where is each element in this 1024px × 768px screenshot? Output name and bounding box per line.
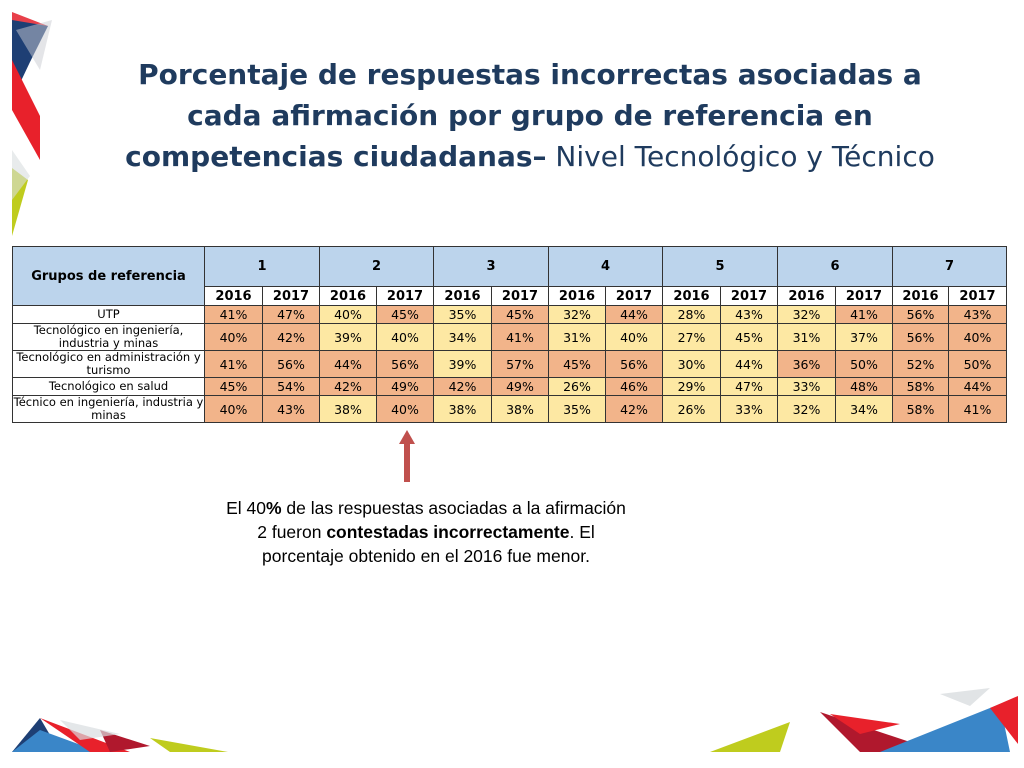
percentage-cell: 40% <box>606 324 663 351</box>
header-year: 2017 <box>263 287 320 306</box>
percentage-cell: 40% <box>320 306 377 324</box>
header-year: 2017 <box>492 287 549 306</box>
table-row <box>13 378 1007 396</box>
up-arrow-icon <box>399 430 415 482</box>
callout-text <box>226 496 626 568</box>
percentage-cell: 56% <box>263 351 320 378</box>
row-label: Tecnológico en ingeniería, industria y minas <box>13 324 205 351</box>
percentage-cell: 48% <box>836 378 893 396</box>
callout-part4: contestadas incorrectamente <box>326 522 570 542</box>
percentage-cell: 40% <box>205 324 263 351</box>
percentage-cell: 39% <box>320 324 377 351</box>
header-year: 2016 <box>549 287 606 306</box>
header-year: 2016 <box>778 287 836 306</box>
slide-title <box>120 54 940 177</box>
percentage-cell: 42% <box>606 396 663 423</box>
header-year: 2016 <box>320 287 377 306</box>
percentage-cell: 35% <box>549 396 606 423</box>
percentage-cell: 41% <box>949 396 1007 423</box>
percentage-cell: 41% <box>492 324 549 351</box>
percentage-cell: 58% <box>893 378 949 396</box>
header-affirmation: 7 <box>893 247 1007 287</box>
percentage-cell: 32% <box>778 396 836 423</box>
percentage-cell: 49% <box>377 378 434 396</box>
decorative-shapes-top-left <box>0 0 60 240</box>
percentage-cell: 42% <box>434 378 492 396</box>
row-label: Técnico en ingeniería, industria y minas <box>13 395 204 422</box>
percentage-cell: 58% <box>893 396 949 423</box>
callout-part2: % <box>265 498 282 518</box>
percentage-cell: 54% <box>263 378 320 396</box>
callout-part1: El 40 <box>226 498 266 518</box>
percentage-cell: 47% <box>263 306 320 324</box>
percentage-cell: 52% <box>893 351 949 378</box>
percentage-cell: 56% <box>893 324 949 351</box>
percentage-cell: 44% <box>949 378 1007 396</box>
header-year: 2017 <box>721 287 778 306</box>
percentage-cell: 39% <box>434 351 492 378</box>
percentage-cell: 26% <box>549 378 606 396</box>
percentage-cell: 33% <box>721 396 778 423</box>
percentage-cell: 45% <box>549 351 606 378</box>
header-affirmation: 1 <box>205 247 320 287</box>
percentage-cell: 34% <box>434 324 492 351</box>
percentage-cell: 31% <box>549 324 606 351</box>
table-row <box>13 396 1007 423</box>
percentage-cell: 28% <box>663 306 721 324</box>
percentage-cell: 30% <box>663 351 721 378</box>
row-label: UTP <box>13 306 205 324</box>
percentage-cell: 50% <box>949 351 1007 378</box>
percentage-cell: 41% <box>205 351 263 378</box>
percentage-cell: 45% <box>721 324 778 351</box>
percentage-cell: 26% <box>663 396 721 423</box>
percentage-cell: 44% <box>320 351 377 378</box>
header-year: 2016 <box>893 287 949 306</box>
table-row <box>13 306 1007 324</box>
decorative-shapes-bottom-right <box>700 684 1024 768</box>
percentage-cell: 38% <box>434 396 492 423</box>
header-year: 2017 <box>949 287 1007 306</box>
decorative-shapes-bottom-left <box>0 700 240 768</box>
percentage-cell: 29% <box>663 378 721 396</box>
percentage-cell: 33% <box>778 378 836 396</box>
header-affirmation: 5 <box>663 247 778 287</box>
percentage-cell: 41% <box>836 306 893 324</box>
percentage-cell: 43% <box>263 396 320 423</box>
percentage-cell: 37% <box>836 324 893 351</box>
title-normal-text: Nivel Tecnológico y Técnico <box>546 140 935 173</box>
percentage-cell: 27% <box>663 324 721 351</box>
header-affirmation: 4 <box>549 247 663 287</box>
header-grupos-de-referencia: Grupos de referencia <box>13 247 205 306</box>
percentage-cell: 36% <box>778 351 836 378</box>
percentage-cell: 44% <box>606 306 663 324</box>
percentage-cell: 49% <box>492 378 549 396</box>
header-year: 2016 <box>663 287 721 306</box>
percentage-cell: 40% <box>205 396 263 423</box>
percentage-cell: 45% <box>205 378 263 396</box>
header-affirmation: 2 <box>320 247 434 287</box>
percentage-cell: 47% <box>721 378 778 396</box>
percentage-cell: 34% <box>836 396 893 423</box>
percentage-cell: 44% <box>721 351 778 378</box>
header-year: 2016 <box>205 287 263 306</box>
percentage-cell: 42% <box>320 378 377 396</box>
percentage-cell: 41% <box>205 306 263 324</box>
percentage-cell: 56% <box>893 306 949 324</box>
table-row <box>13 351 1007 378</box>
percentage-cell: 42% <box>263 324 320 351</box>
header-affirmation: 6 <box>778 247 893 287</box>
percentage-cell: 32% <box>549 306 606 324</box>
percentage-cell: 40% <box>949 324 1007 351</box>
percentage-cell: 45% <box>377 306 434 324</box>
header-year: 2017 <box>836 287 893 306</box>
callout-part3: de las respuestas asociadas a la afirmación 2 fueron <box>257 498 626 542</box>
percentage-cell: 40% <box>377 324 434 351</box>
percentage-cell: 31% <box>778 324 836 351</box>
percentage-cell: 43% <box>949 306 1007 324</box>
header-affirmation: 3 <box>434 247 549 287</box>
percentage-cell: 38% <box>492 396 549 423</box>
title-bold-text: Porcentaje de respuestas incorrectas asociadas a cada afirmación por grupo de referencia en competencias ciudadanas– <box>125 58 922 173</box>
callout-part5: . El porcentaje obtenido en el 2016 fue menor. <box>262 522 595 566</box>
percentage-cell: 56% <box>377 351 434 378</box>
table-header-affirmations <box>13 247 1007 287</box>
percentage-cell: 40% <box>377 396 434 423</box>
percentage-cell: 57% <box>492 351 549 378</box>
table-row <box>13 324 1007 351</box>
percentage-cell: 35% <box>434 306 492 324</box>
percentage-cell: 45% <box>492 306 549 324</box>
percentage-cell: 32% <box>778 306 836 324</box>
percentage-cell: 46% <box>606 378 663 396</box>
percentage-cell: 43% <box>721 306 778 324</box>
percentage-cell: 38% <box>320 396 377 423</box>
results-table <box>12 246 1007 423</box>
header-year: 2017 <box>377 287 434 306</box>
header-year: 2016 <box>434 287 492 306</box>
header-year: 2017 <box>606 287 663 306</box>
row-label: Tecnológico en salud <box>13 378 205 396</box>
percentage-cell: 50% <box>836 351 893 378</box>
row-label: Tecnológico en administración y turismo <box>13 351 205 378</box>
percentage-cell: 56% <box>606 351 663 378</box>
